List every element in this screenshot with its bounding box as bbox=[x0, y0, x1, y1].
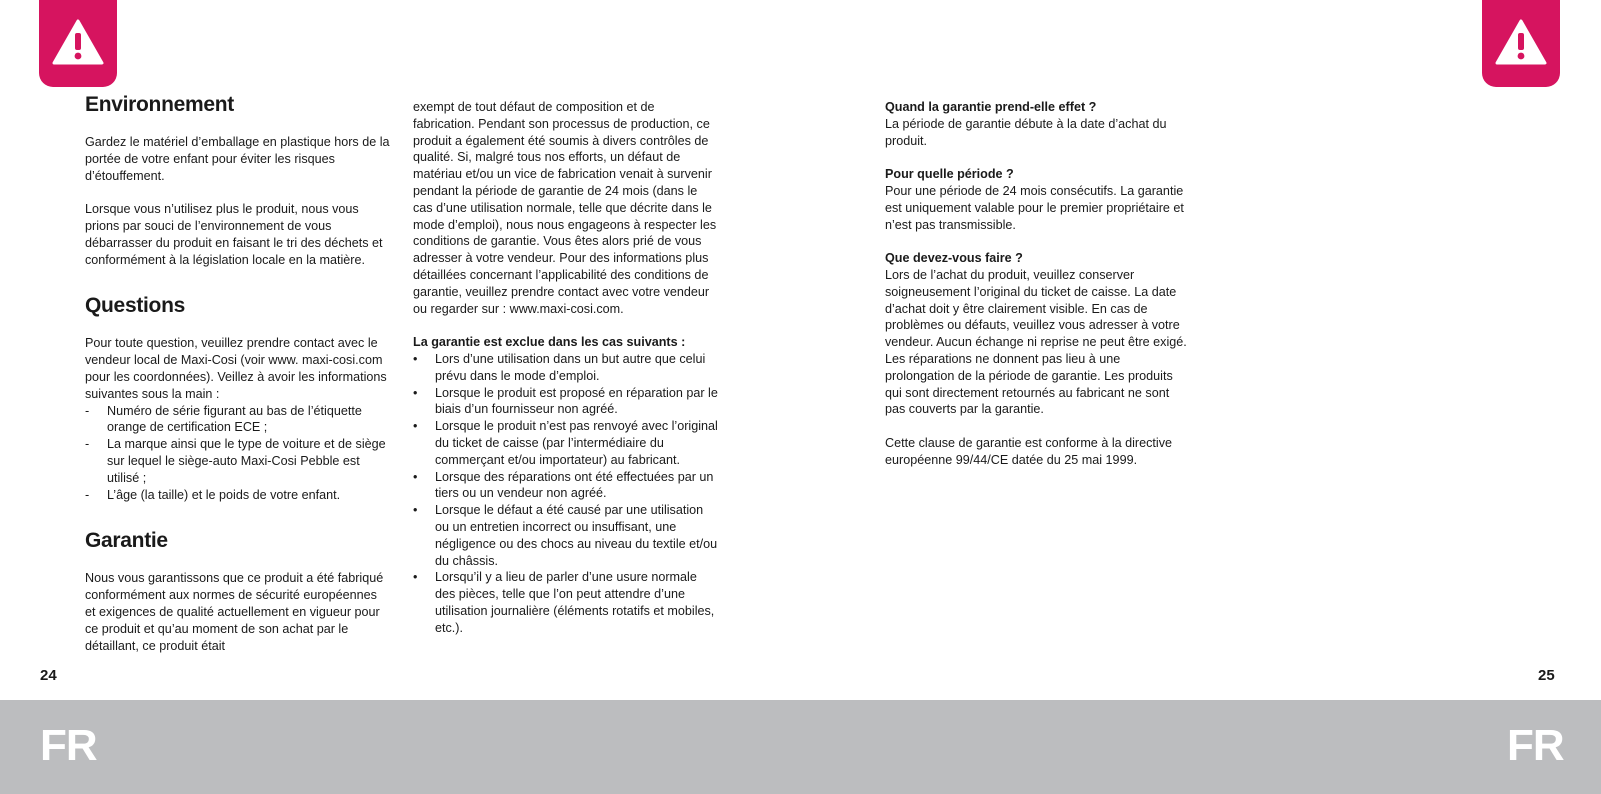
warning-tab-right bbox=[1482, 0, 1560, 87]
list-item: • Lorsqu’il y a lieu de parler d’une usure normale des pièces, telle que l’on peut attendre d’une utilisation journalière (éléments rotatifs et mobiles, etc.). bbox=[413, 570, 715, 635]
list-item: • Lorsque le produit n’est pas renvoyé avec l’original du ticket de caisse (par l’intermédiaire du commerçant et/ou importateur) au fabricant. bbox=[413, 419, 718, 467]
paragraph: Gardez le matériel d’emballage en plastique hors de la portée de votre enfant pour éviter les risques d’étouffement. bbox=[85, 135, 390, 183]
list-item: • Lorsque le produit est proposé en réparation par le biais d’un fournisseur non agréé. bbox=[413, 385, 718, 417]
section-title-questions: Questions bbox=[85, 294, 185, 318]
page-number-left: 24 bbox=[40, 667, 57, 684]
paragraph: exempt de tout défaut de composition et de fabrication. Pendant son processus de production, ce produit a également été soumis à divers contrôles de qualité. Si, malgré tous nos efforts, un défaut de matériau et/ou un vice de fabrication venait à survenir pendant la période de garantie de 24 mois (dans le cas d’une utilisation normale, telle que décrite dans le mode d’emploi), nous nous engageons à respecter les conditions de garantie. Vous êtes alors prié de vous adresser à votre vendeur. Pour des informations plus détaillées concernant l’applicabilité des conditions de garantie, veuillez prendre contact avec votre vendeur ou regarder sur : www.maxi-cosi.com. bbox=[413, 100, 717, 316]
warning-tab-left bbox=[39, 0, 117, 87]
exclusions-list bbox=[413, 351, 718, 637]
language-label-right: FR bbox=[1507, 721, 1564, 770]
paragraph: Nous vous garantissons que ce produit a été fabriqué conformément aux normes de sécurité européennes et exigences de qualité actuellement en vigueur pour ce produit et qu’au moment de son achat par le détaillant, ce produit était bbox=[85, 571, 384, 653]
subheading: Pour quelle période ? bbox=[885, 167, 1014, 182]
paragraph: Pour une période de 24 mois consécutifs. La garantie est uniquement valable pour le premier propriétaire et n’est pas transmissible. bbox=[885, 183, 1184, 232]
paragraph: Lorsque vous n’utilisez plus le produit, nous vous prions par souci de l’environnement de vous débarrasser du produit en faisant le tri des déchets et conformément à la législation locale en la matière. bbox=[85, 202, 383, 267]
info-list bbox=[85, 403, 390, 504]
paragraph: Cette clause de garantie est conforme à la directive européenne 99/44/CE datée du 25 mai 1999. bbox=[885, 435, 1173, 467]
list-item: - L’âge (la taille) et le poids de votre enfant. bbox=[85, 487, 341, 502]
section-title-environnement: Environnement bbox=[85, 93, 234, 116]
page-number-right: 25 bbox=[1538, 667, 1555, 684]
paragraph: Pour toute question, veuillez prendre contact avec le vendeur local de Maxi-Cosi (voir www. maxi-cosi.com pour les coordonnées). Veillez à avoir les informations suivantes sous la main : bbox=[85, 336, 387, 401]
subheading: Quand la garantie prend-elle effet ? bbox=[885, 100, 1097, 114]
footer-band bbox=[0, 700, 1601, 794]
language-label-left: FR bbox=[40, 721, 97, 770]
column-middle bbox=[413, 99, 718, 637]
section-title-garantie: Garantie bbox=[85, 529, 168, 553]
warning-triangle-icon bbox=[52, 18, 104, 66]
warning-triangle-icon bbox=[1495, 18, 1547, 66]
subheading: Que devez-vous faire ? bbox=[885, 251, 1023, 266]
list-item: • Lorsque le défaut a été causé par une utilisation ou un entretien incorrect ou insuffisant, une négligence ou des chocs au niveau du textile et/ou du châssis. bbox=[413, 503, 718, 568]
column-right bbox=[885, 99, 1190, 469]
column-left bbox=[85, 92, 390, 654]
list-item: - La marque ainsi que le type de voiture et de siège sur lequel le siège-auto Maxi-Cosi Pebble est utilisé ; bbox=[85, 437, 386, 485]
list-item: • Lors d’une utilisation dans un but autre que celui prévu dans le mode d’emploi. bbox=[413, 351, 706, 383]
paragraph: Lors de l’achat du produit, veuillez conserver soigneusement l’original du ticket de caisse. La date d’achat doit y être clairement visible. En cas de problèmes ou défauts, veuillez vous adresser à votre vendeur. Aucun échange ni reprise ne peut être exigé. Les réparations ne donnent pas lieu à une prolongation de la période de garantie. Les produits qui sont directement retournés au fabricant ne sont pas couverts par la garantie. bbox=[885, 267, 1187, 417]
exclusions-heading: La garantie est exclue dans les cas suivants : bbox=[413, 335, 686, 350]
list-item: - Numéro de série figurant au bas de l’étiquette orange de certification ECE ; bbox=[85, 403, 362, 435]
list-item: • Lorsque des réparations ont été effectuées par un tiers ou un vendeur non agréé. bbox=[413, 469, 714, 501]
paragraph: La période de garantie débute à la date d’achat du produit. bbox=[885, 116, 1167, 148]
